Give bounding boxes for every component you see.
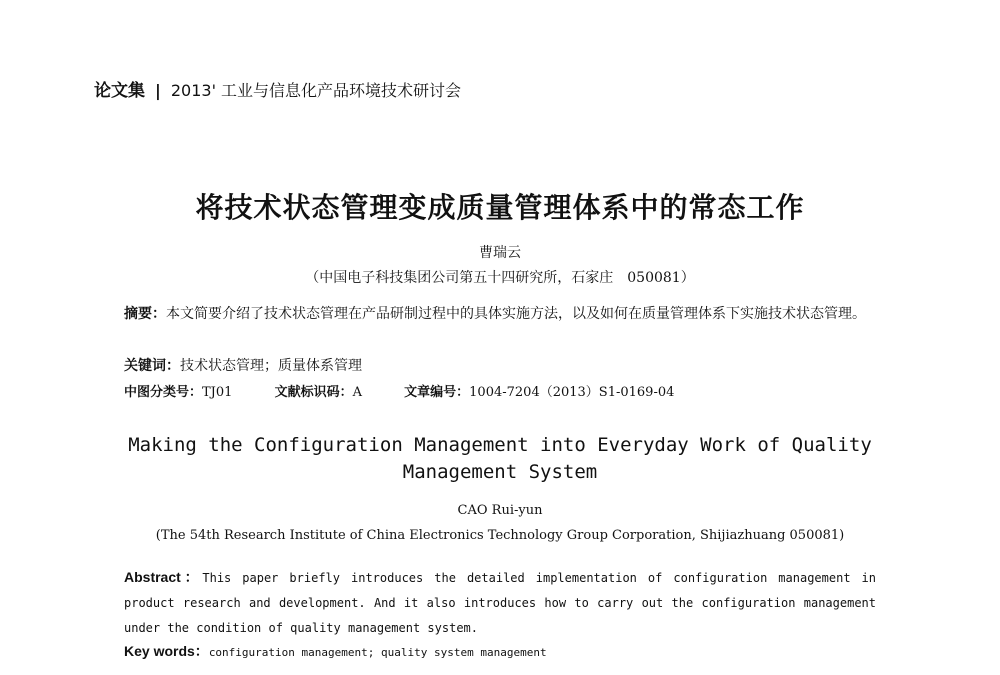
doc-code-label: 文献标识码： xyxy=(274,385,353,400)
author-cn: 曹瑞云 xyxy=(479,245,521,261)
clc-value: TJ01 xyxy=(202,385,233,400)
clc-label: 中图分类号： xyxy=(124,385,203,400)
keywords-en-text: configuration management; quality system management xyxy=(208,646,547,659)
abstract-cn-text: 本文简要介绍了技术状态管理在产品研制过程中的具体实施方法，以及如何在质量管理体系下实施技术状态管理。 xyxy=(166,306,866,322)
abstract-cn xyxy=(124,302,876,326)
doc-code-group xyxy=(275,385,362,400)
keywords-en xyxy=(124,641,876,663)
affiliation-en: (The 54th Research Institute of China Electronics Technology Group Corporation, Shijiazhuang 050081) xyxy=(155,528,845,543)
article-no-label: 文章编号： xyxy=(404,385,470,400)
keywords-cn xyxy=(124,354,876,378)
abstract-en-text: This paper briefly introduces the detailed implementation of configuration management in product research and development. And it also introduces how to carry out the configuration management under the condition of quality management system. xyxy=(124,571,877,635)
header-label: 论文集 xyxy=(94,81,145,101)
keywords-cn-label: 关键词： xyxy=(124,358,180,374)
abstract-en-label: Abstract： xyxy=(124,569,203,585)
running-header xyxy=(94,76,461,101)
keywords-cn-text: 技术状态管理；质量体系管理 xyxy=(180,358,362,374)
clc-group xyxy=(124,385,232,400)
article-no-value: 1004-7204（2013）S1-0169-04 xyxy=(469,385,675,400)
doc-code-value: A xyxy=(352,385,362,400)
title-en-line1: Making the Configuration Management into Everyday Work of Quality xyxy=(128,434,872,456)
keywords-en-label: Key words： xyxy=(124,643,209,659)
title-en-line2: Management System xyxy=(402,461,598,483)
author-en: CAO Rui-yun xyxy=(457,503,543,518)
header-conference: 2013' 工业与信息化产品环境技术研讨会 xyxy=(170,81,462,100)
affiliation-cn: （中国电子科技集团公司第五十四研究所，石家庄 050081） xyxy=(305,270,695,286)
header-separator: | xyxy=(155,81,161,100)
classification-row xyxy=(124,381,712,400)
paper-title-en xyxy=(0,432,1000,486)
abstract-en xyxy=(124,565,876,641)
abstract-cn-label: 摘要： xyxy=(124,306,166,322)
article-no-group xyxy=(404,385,674,400)
paper-title-cn: 将技术状态管理变成质量管理体系中的常态工作 xyxy=(195,191,805,224)
